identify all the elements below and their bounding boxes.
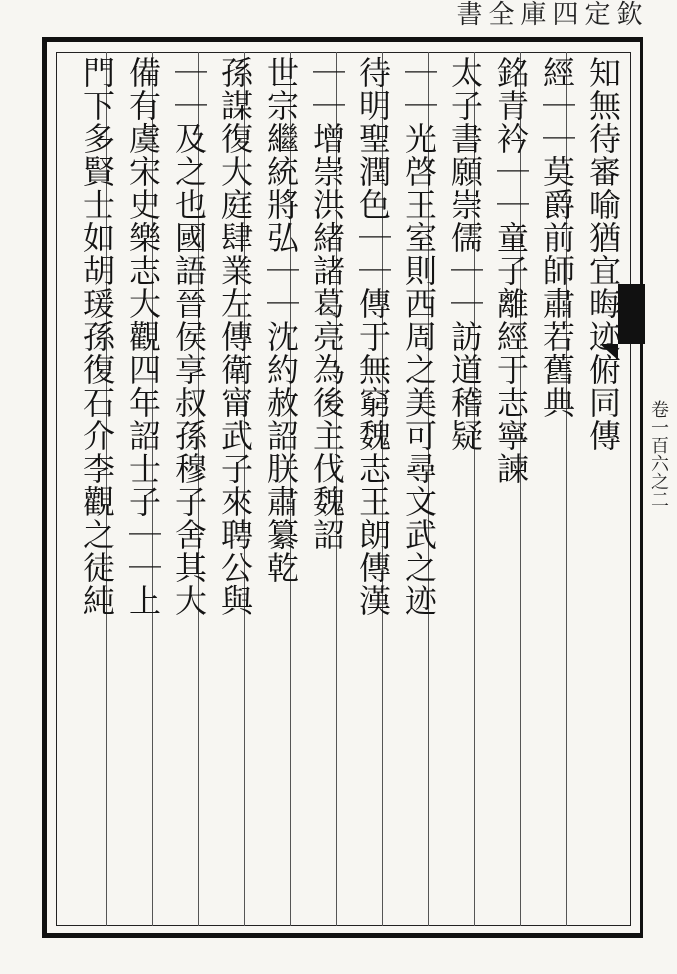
text-column: 備有虞宋史樂志大觀四年詔士子｜｜上	[124, 56, 162, 617]
text-column: ｜｜增崇洪緒諸葛亮為後主伐魏詔	[308, 56, 346, 551]
text-column: 門下多賢士如胡瑗孫復石介李觀之徒純	[78, 56, 116, 617]
text-column: 孫謀復大庭肆業左傳衛甯武子來聘公與	[216, 56, 254, 617]
text-column: 太子書願崇儒｜｜訪道稽疑	[446, 56, 484, 452]
text-column: 世宗繼統將弘｜｜沈約赦詔朕肅纂乾	[262, 56, 300, 584]
text-column: 銘青衿｜｜童子離經于志寧諫	[492, 56, 530, 485]
corner-title: 欽定四庫全書	[452, 0, 642, 28]
text-column: 知無待審喻猶宜晦迹俯同傳	[584, 56, 622, 452]
text-column: ｜｜及之也國語晉侯享叔孫穆子舍其大	[170, 56, 208, 617]
volume-label: 卷一百六之二	[648, 400, 669, 508]
text-column: ｜｜光啓王室則西周之美可尋文武之迹	[400, 56, 438, 617]
text-column: 經｜｜莫爵前師肅若舊典	[538, 56, 576, 419]
text-column: 待明聖潤色｜｜傳于無窮魏志王朗傳漢	[354, 56, 392, 617]
